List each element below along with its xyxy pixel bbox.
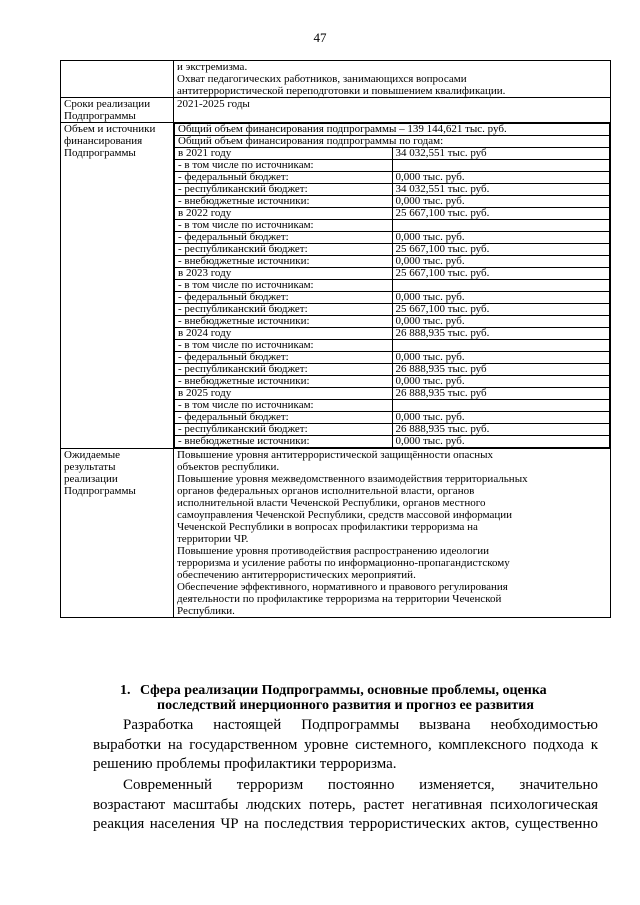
- results-line: терроризма и усиление работы по информационно-пропагандистскому: [177, 557, 510, 569]
- funding-year-row: [175, 364, 610, 376]
- funding-years-header-row: [175, 136, 610, 148]
- results-line: исполнительной власти Чеченской Республики, органов местного: [177, 497, 486, 509]
- funding-row-value: 34 032,551 тыс. руб: [392, 148, 610, 160]
- table-row-results: [61, 449, 611, 618]
- funding-year-row: [175, 316, 610, 328]
- funding-year-row: [175, 412, 610, 424]
- results-line: Обеспечение эффективного, нормативного и правового регулирования: [177, 581, 508, 593]
- funding-row-value: 0,000 тыс. руб.: [392, 256, 610, 268]
- funding-row-value: 0,000 тыс. руб.: [392, 232, 610, 244]
- paragraph-2-cont: [93, 796, 598, 816]
- table-row-top: [61, 61, 611, 98]
- funding-year-row: [175, 304, 610, 316]
- funding-year-row: [175, 424, 610, 436]
- funding-row-value: 0,000 тыс. руб.: [392, 316, 610, 328]
- funding-year-row: [175, 376, 610, 388]
- results-text: [174, 449, 611, 618]
- results-line: Повышение уровня противодействия распространению идеологии: [177, 545, 489, 557]
- paragraph-line: возрастают масштабы людских потерь, растет негативная психологическая: [93, 796, 598, 813]
- funding-row-label: в 2025 году: [175, 388, 393, 400]
- funding-year-row: [175, 160, 610, 172]
- funding-row-label: - в том числе по источникам:: [175, 400, 393, 412]
- funding-row-value: 26 888,935 тыс. руб: [392, 388, 610, 400]
- funding-row-label: - федеральный бюджет:: [175, 412, 393, 424]
- paragraph-1: [93, 716, 598, 736]
- funding-year-row: [175, 328, 610, 340]
- funding-year-row: [175, 388, 610, 400]
- funding-row-value: [392, 220, 610, 232]
- funding-year-row: [175, 148, 610, 160]
- paragraph-1-end: [93, 755, 598, 775]
- results-line: Республики.: [177, 605, 235, 617]
- top-text-cell: [174, 61, 611, 98]
- terms-value: 2021-2025 годы: [174, 98, 611, 123]
- paragraph-line: Современный терроризм постоянно изменяется, значительно: [123, 777, 598, 793]
- funding-row-value: [392, 280, 610, 292]
- funding-row-label: - республиканский бюджет:: [175, 244, 393, 256]
- passport-table: [60, 60, 611, 618]
- paragraph-2: [93, 776, 598, 796]
- table-row-funding: [61, 123, 611, 449]
- funding-row-value: 34 032,551 тыс. руб.: [392, 184, 610, 196]
- text-line: антитеррористической переподготовки и повышением квалификации.: [177, 85, 506, 97]
- terms-label: Сроки реализации Подпрограммы: [61, 98, 174, 123]
- funding-row-value: 0,000 тыс. руб.: [392, 352, 610, 364]
- paragraph-line: решению проблемы профилактики терроризма.: [93, 756, 397, 772]
- funding-row-value: 26 888,935 тыс. руб.: [392, 424, 610, 436]
- funding-year-row: [175, 340, 610, 352]
- funding-row-label: - республиканский бюджет:: [175, 184, 393, 196]
- funding-year-row: [175, 244, 610, 256]
- results-line: территории ЧР.: [177, 533, 249, 545]
- funding-row-label: - в том числе по источникам:: [175, 160, 393, 172]
- funding-row-label: - внебюджетные источники:: [175, 196, 393, 208]
- funding-year-row: [175, 208, 610, 220]
- funding-row-value: 25 667,100 тыс. руб.: [392, 268, 610, 280]
- section-title-line-1: Сфера реализации Подпрограммы, основные проблемы, оценка: [140, 683, 547, 698]
- funding-row-label: в 2023 году: [175, 268, 393, 280]
- funding-year-row: [175, 268, 610, 280]
- funding-row-value: [392, 400, 610, 412]
- funding-cell: [174, 123, 611, 449]
- funding-row-label: в 2021 году: [175, 148, 393, 160]
- funding-row-value: 25 667,100 тыс. руб.: [392, 208, 610, 220]
- results-line: Повышение уровня антитеррористической защищённости опасных: [177, 449, 494, 461]
- section-heading: [120, 683, 600, 713]
- funding-total-row: [175, 124, 610, 136]
- funding-row-value: 0,000 тыс. руб.: [392, 292, 610, 304]
- results-line: самоуправления Чеченской Республики, средств массовой информации: [177, 509, 513, 521]
- funding-total: Общий объем финансирования подпрограммы – 139 144,621 тыс. руб.: [175, 124, 610, 136]
- results-line: объектов республики.: [177, 461, 280, 473]
- funding-year-row: [175, 220, 610, 232]
- funding-row-label: в 2024 году: [175, 328, 393, 340]
- funding-row-label: - республиканский бюджет:: [175, 424, 393, 436]
- funding-row-label: - федеральный бюджет:: [175, 172, 393, 184]
- funding-inner-table: [174, 123, 610, 448]
- funding-row-value: 0,000 тыс. руб.: [392, 436, 610, 448]
- funding-row-label: - федеральный бюджет:: [175, 352, 393, 364]
- funding-row-value: 26 888,935 тыс. руб.: [392, 328, 610, 340]
- funding-year-row: [175, 436, 610, 448]
- funding-row-label: - в том числе по источникам:: [175, 340, 393, 352]
- funding-row-value: 25 667,100 тыс. руб.: [392, 304, 610, 316]
- funding-row-label: - внебюджетные источники:: [175, 436, 393, 448]
- paragraph-line: реакция населения ЧР на последствия террористических актов, существенно: [93, 816, 598, 832]
- funding-row-label: - внебюджетные источники:: [175, 256, 393, 268]
- funding-row-label: - внебюджетные источники:: [175, 376, 393, 388]
- funding-row-label: - федеральный бюджет:: [175, 232, 393, 244]
- funding-row-label: - внебюджетные источники:: [175, 316, 393, 328]
- text-line: и экстремизма.: [177, 61, 248, 73]
- funding-row-value: 25 667,100 тыс. руб.: [392, 244, 610, 256]
- funding-row-label: - республиканский бюджет:: [175, 304, 393, 316]
- page-number: 47: [313, 30, 327, 45]
- funding-year-row: [175, 280, 610, 292]
- results-line: обеспечению антитеррористических мероприятий.: [177, 569, 416, 581]
- funding-row-label: - в том числе по источникам:: [175, 220, 393, 232]
- funding-year-row: [175, 196, 610, 208]
- funding-year-row: [175, 184, 610, 196]
- funding-row-label: - в том числе по источникам:: [175, 280, 393, 292]
- results-line: органов федеральных органов исполнительной власти, органов: [177, 485, 475, 497]
- section-title-line-2: последствий инерционного развития и прогноз ее развития: [157, 698, 534, 713]
- funding-row-label: - федеральный бюджет:: [175, 292, 393, 304]
- funding-year-row: [175, 256, 610, 268]
- funding-row-value: 26 888,935 тыс. руб: [392, 364, 610, 376]
- funding-year-row: [175, 172, 610, 184]
- funding-years-header: Общий объем финансирования подпрограммы по годам:: [175, 136, 610, 148]
- funding-row-value: 0,000 тыс. руб.: [392, 412, 610, 424]
- funding-row-value: [392, 160, 610, 172]
- paragraph-line: выработки на государственном уровне системного, комплексного подхода к: [93, 736, 598, 753]
- section-number: 1.: [120, 683, 131, 698]
- funding-year-row: [175, 352, 610, 364]
- funding-year-row: [175, 292, 610, 304]
- results-label: Ожидаемые результаты реализации Подпрограммы: [61, 449, 174, 618]
- funding-label: Объем и источники финансирования Подпрограммы: [61, 123, 174, 449]
- funding-row-value: 0,000 тыс. руб.: [392, 196, 610, 208]
- paragraph-line: Разработка настоящей Подпрограммы вызвана необходимостью: [123, 717, 598, 733]
- results-line: Чеченской Республики в вопросах профилактики терроризма на: [177, 521, 478, 533]
- funding-year-row: [175, 400, 610, 412]
- text-line: Охват педагогических работников, занимающихся вопросами: [177, 73, 467, 85]
- paragraph-2-cont2: [93, 815, 598, 835]
- funding-row-label: - республиканский бюджет:: [175, 364, 393, 376]
- results-line: деятельности по профилактике терроризма на территории Чеченской: [177, 593, 502, 605]
- table-row-terms: [61, 98, 611, 123]
- paragraph-1-cont: [93, 736, 598, 756]
- results-line: Повышение уровня межведомственного взаимодействия территориальных: [177, 473, 528, 485]
- funding-row-value: 0,000 тыс. руб.: [392, 172, 610, 184]
- empty-cell: [61, 61, 174, 98]
- funding-row-value: 0,000 тыс. руб.: [392, 376, 610, 388]
- funding-year-row: [175, 232, 610, 244]
- funding-row-value: [392, 340, 610, 352]
- funding-row-label: в 2022 году: [175, 208, 393, 220]
